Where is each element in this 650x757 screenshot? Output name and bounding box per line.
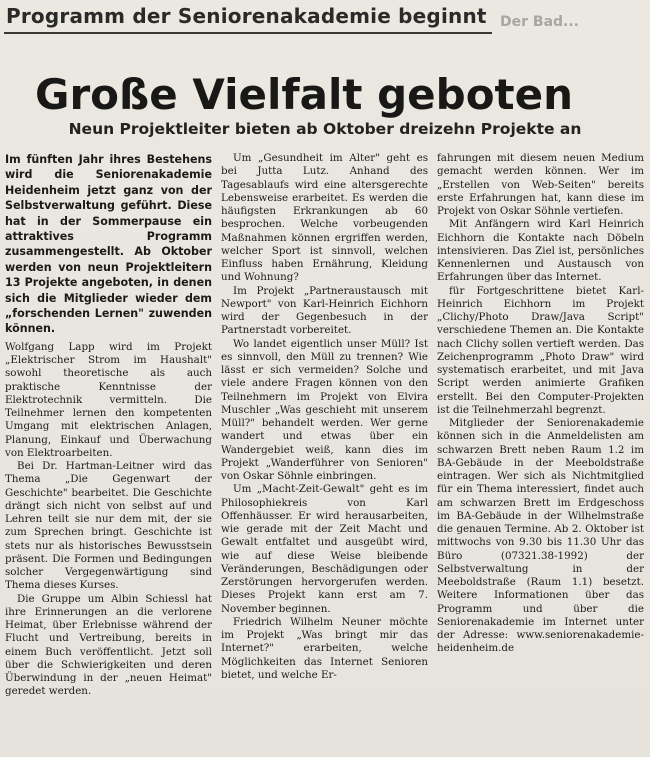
lead-paragraph: Im fünften Jahr ihres Bestehens wird die Seniorenakademie Heidenheim jetzt ganz von der Selbstverwaltung geführt. Diese hat in der Sommerpause ein attraktives Programm zusammengestellt. Ab Oktober werden von neun Projektleitern 13 Projekte angeboten, in denen sich die Mitglieder wieder dem „forschenden Lernen" zuwenden können.	[5, 153, 212, 336]
column-2	[221, 152, 428, 754]
paragraph: Im Projekt „Partneraustausch mit Newport" von Karl-Heinrich Eichhorn wird der Gegenbesuch in der Partnerstadt vorbereitet.	[221, 284, 428, 337]
paragraph: Wolfgang Lapp wird im Projekt „Elektrischer Strom im Haushalt" sowohl theoretische als auch praktische Kenntnisse der Elektrotechnik vermitteln. Die Teilnehmer lernen den kompetenten Umgang mit elektrischen Anlagen, Planung, Einkauf und Überwachung von Elektroarbeiten.	[5, 340, 212, 459]
kicker-underline	[4, 32, 492, 34]
paragraph: Um „Gesundheit im Alter" geht es bei Jutta Lutz. Anhand des Tagesablaufs wird eine altersgerechte Lebensweise erarbeitet. Es werden die häufigsten Erkrankungen ab 60 besprochen. Welche vorbeugenden Maßnahmen können ergriffen werden, welcher Sport ist sinnvoll, welchen Einfluss haben Ernährung, Kleidung und Wohnung?	[221, 152, 428, 284]
paragraph: Friedrich Wilhelm Neuner möchte im Projekt „Was bringt mir das Internet?" erarbeiten, welche Möglichkeiten das Internet Senioren bietet, und welche Er-	[221, 615, 428, 681]
paragraph: Um „Macht-Zeit-Gewalt" geht es im Philosophiekreis von Karl Offenhäusser. Er wird herausarbeiten, wie gerade mit der Zeit Macht und Gewalt entfaltet und ausgeübt wird, wie auf diese Weise bleibende Veränderungen, Beschädigungen oder Zerstörungen hervorgerufen werden. Dieses Projekt kann erst am 7. November beginnen.	[221, 483, 428, 615]
column-1	[5, 152, 212, 754]
paragraph: Bei Dr. Hartman-Leitner wird das Thema „Die Gegenwart der Geschichte" bearbeitet. Die Geschichte drängt sich nicht von selbst auf und Lehren teilt sie nur dem mit, der sie zum Sprechen bringt. Geschichte ist stets nur als historisches Bewusstsein präsent. Die Formen und Bedingungen solcher Vergegenwärtigung sind Thema dieses Kurses.	[5, 460, 212, 592]
article-body	[5, 152, 645, 754]
paragraph: Mitglieder der Seniorenakademie können sich in die Anmeldelisten am schwarzen Brett neben Raum 1.2 im BA-Gebäude in der Meeboldstraße eintragen. Wer sich als Nichtmitglied für ein Thema interessiert, findet auch am schwarzen Brett im Erdgeschoss im BA-Gebäude in der Wilhelmstraße die genauen Termine. Ab 2. Oktober ist mittwochs von 9.30 bis 11.30 Uhr das Büro (07321.38-1992) der Selbstverwaltung in der Meeboldstraße (Raum 1.1) besetzt. Weitere Informationen über das Programm und über die Seniorenakademie im Internet unter der Adresse: www.seniorenakademie-heidenheim.de	[437, 417, 644, 655]
paragraph: Die Gruppe um Albin Schiessl hat ihre Erinnerungen an die verlorene Heimat, über Erlebnisse während der Flucht und Vertreibung, bereits in einem Buch veröffentlicht. Jetzt soll über die Schwierigkeiten und deren Überwindung in der „neuen Heimat" geredet werden.	[5, 592, 212, 698]
paragraph: fahrungen mit diesem neuen Medium gemacht werden können. Wer im „Erstellen von Web-Seiten" bereits erste Erfahrungen hat, kann diese im Projekt von Oskar Söhnle vertiefen.	[437, 152, 644, 217]
paragraph: Wo landet eigentlich unser Müll? Ist es sinnvoll, den Müll zu trennen? Wie lässt er sich vermeiden? Solche und viele andere Fragen können von den Teilnehmern im Projekt von Elvira Muschler „Was geschieht mit unserem Müll?" behandelt werden. Wer gerne wandert und etwas über ein Wandergebiet weiß, kann dies im Projekt „Wanderführer von Senioren" von Oskar Söhnle einbringen.	[221, 337, 428, 482]
paragraph: für Fortgeschrittene bietet Karl-Heinrich Eichhorn im Projekt „Clichy/Photo Draw/Java Script" verschiedene Themen an. Die Kontakte nach Clichy sollen vertieft werden. Das Zeichenprogramm „Photo Draw" wird systematisch erarbeitet, und mit Java Script werden animierte Grafiken erstellt. Bei den Computer-Projekten ist die Teilnehmerzahl begrenzt.	[437, 284, 644, 416]
headline: Große Vielfalt geboten	[34, 70, 574, 120]
subheadline: Neun Projektleiter bieten ab Oktober dreizehn Projekte an	[68, 120, 582, 138]
paragraph: Mit Anfängern wird Karl Heinrich Eichhorn die Kontakte nach Döbeln intensivieren. Das Ziel ist, persönliches Kennenlernen und Austausch von Erfahrungen über das Internet.	[437, 218, 644, 284]
column-3	[437, 152, 644, 754]
neighbor-article-fragment: Der Bad...	[500, 14, 579, 30]
kicker-line: Programm der Seniorenakademie beginnt	[6, 4, 487, 28]
